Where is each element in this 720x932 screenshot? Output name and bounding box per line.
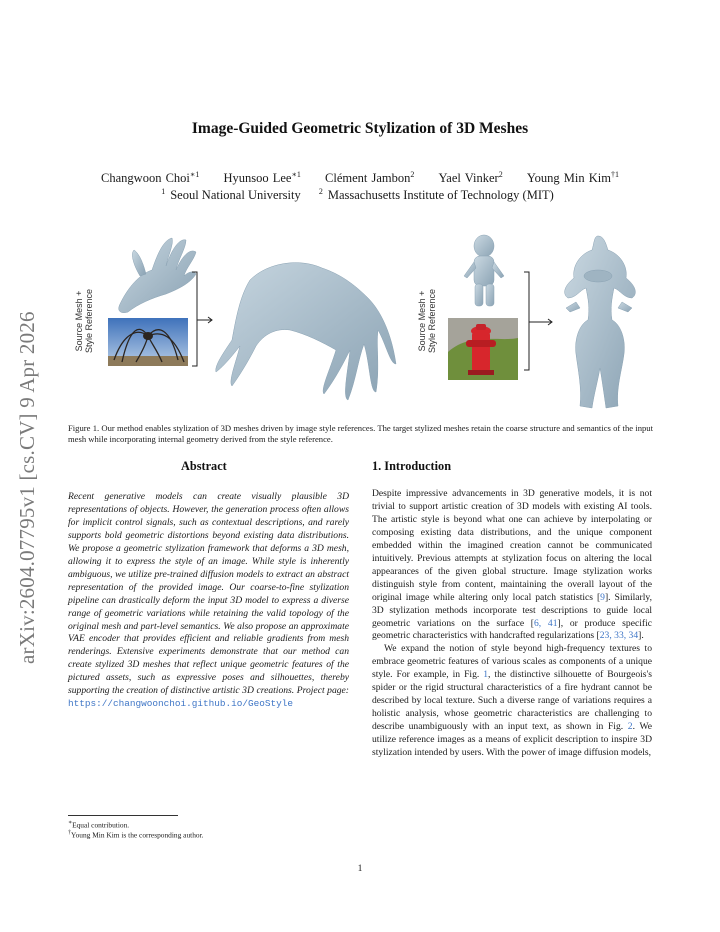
author: Hyunsoo Lee$^{∗1}$ — [223, 170, 301, 186]
figure-caption: Figure 1. Our method enables stylization of 3D meshes driven by image style references. The target stylized meshes retain the coarse structure and semantics of the input mesh while incorporating internal geometry derived from the style reference. — [68, 423, 653, 444]
figure-1-left-panel — [100, 232, 400, 407]
abstract-body: Recent generative models can create visually plausible 3D representations of objects. However, the generation process often allows for implicit control signals, such as contextual descriptions, and rarely supports bold geometric distortions beyond existing data distributions. We propose a geometric stylization framework that deforms a 3D mesh, allowing it to express the style of an image. While style is inherently ambiguous, we utilize pre-trained diffusion models to extract an abstract representation of the provided image. Our coarse-to-fine stylization pipeline can drastically deform the input 3D model to express a diverse range of geometric variations while retaining the valid topology of the original mesh and part-level semantics. We also propose an approximate VAE encoder that provides efficient and reliable gradients from mesh renderings. Extensive experiments demonstrate that our method can create stylized 3D meshes that reflect unique geometric features of the pictured assets, such as expressive poses and silhouettes, thereby supporting the creation of distinctive artistic 3D creations. Project page: https://changwoonchoi.github.io/GeoStyle — [68, 491, 349, 710]
affiliation: $^1$ Seoul National University — [161, 187, 301, 203]
affiliation-list — [0, 187, 720, 203]
source-hand-mesh — [119, 238, 196, 313]
intro-paragraph: Despite impressive advancements in 3D generative models, it is not trivial to support artistic creation of 3D models with existing AI tools. The artistic style is beyond what one can achieve by interpolating or composing existing data distributions, and the unique component embedded within the imagined creation cannot be communicated intuitively. Previous attempts at stylization focus on altering the local appearances of the given global structure. Image stylization works distinguish style from content, maintaining the overall layout of the original image while altering only local patch statistics [9]. Similarly, 3D stylization methods incorporate test descriptions to guide local geometric variations on the surface [6, 41], or produce specific geometric characteristics with handcrafted regularizations [23, 33, 34]. — [372, 488, 652, 642]
bracket-arrow-icon — [192, 272, 212, 366]
hydrant-style-image — [448, 318, 518, 380]
author: Yael Vinker$^2$ — [438, 170, 503, 186]
spider-style-image — [108, 318, 188, 366]
footnote: ∗Equal contribution. — [68, 820, 130, 830]
intro-body — [372, 488, 652, 760]
abstract-heading: Abstract — [181, 459, 227, 473]
bracket-arrow-icon — [524, 272, 552, 370]
intro-heading: 1. Introduction — [372, 459, 452, 473]
figure-panel-label-right: Source Mesh + Style Reference — [417, 288, 437, 354]
figure-ref-link[interactable]: 1 — [483, 669, 489, 681]
figure-1-right-panel — [440, 232, 660, 414]
figure-ref-link[interactable]: 2 — [627, 721, 633, 733]
stylized-hand-mesh — [216, 263, 396, 400]
source-figurine-mesh — [464, 235, 504, 306]
paper-title: Image-Guided Geometric Stylization of 3D Meshes — [191, 120, 529, 137]
page-number: 1 — [357, 863, 363, 874]
author: Clément Jambon$^2$ — [325, 170, 415, 186]
citation-link[interactable]: 9 — [600, 591, 605, 603]
project-page-link[interactable]: https://changwoonchoi.github.io/GeoStyle — [68, 698, 294, 710]
stylized-figurine-mesh — [565, 236, 636, 408]
author: Young Min Kim$^{\dagger 1}$ — [526, 170, 619, 186]
author: Changwoon Choi$^{∗1}$ — [101, 170, 200, 186]
citation-link[interactable]: 23, 33, 34 — [599, 630, 639, 642]
footnote-rule — [68, 815, 178, 816]
citation-link[interactable]: 6, 41 — [534, 617, 558, 629]
author-list — [0, 170, 720, 186]
footnote: †Young Min Kim is the corresponding author. — [68, 830, 204, 840]
intro-paragraph: We expand the notion of style beyond high-frequency textures to embrace geometric features of various scales as components of a unique style. For example, in Fig. 1, the distinctive silhouette of Bourgeois's spider or the rigid structural characteristics of a fire hydrant cannot be described by local texture. Such a diverse range of variations requires a holistic analysis, whose geometric characteristics are challenging to describe unambiguously with an input text, as shown in Fig. 2. We utilize reference images as a means of explicit description to inspire 3D stylization intended by users. With the power of image diffusion models, — [372, 643, 652, 759]
affiliation: $^2$ Massachusetts Institute of Technology (MIT) — [318, 187, 554, 203]
arxiv-side-label: arXiv:2604.07795v1 [cs.CV] 9 Apr 2026 — [15, 311, 39, 664]
figure-panel-label-left: Source Mesh + Style Reference — [74, 288, 94, 354]
